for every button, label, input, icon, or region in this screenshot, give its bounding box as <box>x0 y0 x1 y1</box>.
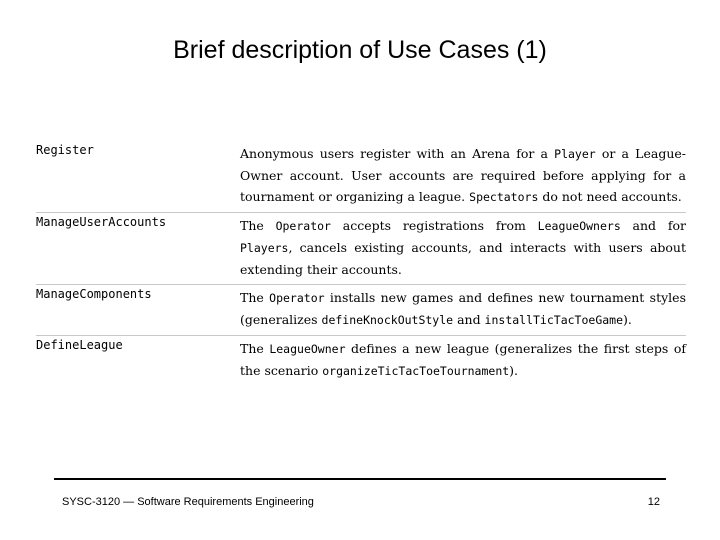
description-text: The <box>240 341 270 356</box>
footer-course: SYSC-3120 — Software Requirements Engineering <box>62 496 314 508</box>
identifier-text: Operator <box>275 219 331 233</box>
use-case-table <box>36 141 686 386</box>
description-text: and for <box>620 218 686 233</box>
use-case-name: ManageUserAccounts <box>36 215 167 229</box>
description-text: , cancels existing accounts, and interacts with users about extending their accounts. <box>240 240 686 277</box>
footer-divider <box>54 478 666 480</box>
identifier-text: organizeTicTacToeTournament <box>322 364 510 378</box>
description-text: or a League-Owner account. User accounts are required before applying for a tournament or organizing a league. <box>240 146 687 204</box>
identifier-text: Spectators <box>469 190 539 204</box>
identifier-text: Player <box>554 147 596 161</box>
page-number: 12 <box>647 496 660 508</box>
use-case-description <box>240 213 686 284</box>
description-text: defines a new league (generalizes the first steps of the scenario <box>240 341 686 378</box>
use-case-row <box>36 284 686 335</box>
use-case-row <box>36 335 686 386</box>
use-case-description <box>240 336 686 386</box>
use-case-name: ManageComponents <box>36 287 152 301</box>
description-text: Anonymous users register with an Arena for a <box>240 146 555 161</box>
slide-title: Brief description of Use Cases (1) <box>173 36 547 64</box>
description-text: The <box>240 218 276 233</box>
description-text: accepts registrations from <box>330 218 538 233</box>
use-case-row <box>36 212 686 284</box>
identifier-text: LeagueOwners <box>537 219 621 233</box>
description-text: do not need accounts. <box>538 189 682 204</box>
description-text: The <box>240 290 270 305</box>
identifier-text: Players <box>240 241 289 255</box>
description-text: and <box>453 312 485 327</box>
use-case-name: DefineLeague <box>36 338 123 352</box>
description-text: ). <box>509 363 519 378</box>
use-case-description <box>240 285 686 335</box>
identifier-text: LeagueOwner <box>269 342 346 356</box>
use-case-name: Register <box>36 143 94 157</box>
use-case-row <box>36 141 686 212</box>
identifier-text: Operator <box>269 291 325 305</box>
identifier-text: defineKnockOutStyle <box>321 313 454 327</box>
identifier-text: installTicTacToeGame <box>484 313 624 327</box>
use-case-description <box>240 141 686 212</box>
description-text: ). <box>623 312 632 327</box>
description-text: installs new games and defines new tournament styles (generalizes <box>240 290 686 327</box>
